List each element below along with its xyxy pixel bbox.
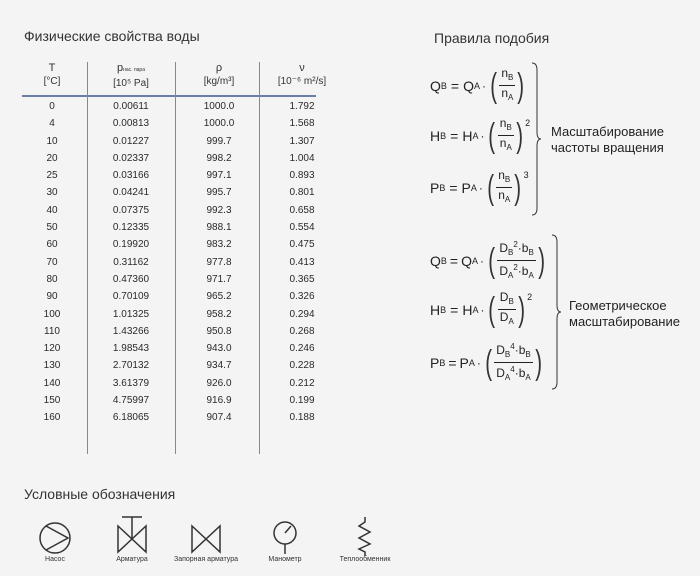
- table-cell: 934.7: [206, 360, 232, 372]
- table-cell: 1.98543: [112, 343, 150, 355]
- legend-item-valve: Арматура: [104, 514, 160, 563]
- table-cell: 20: [46, 152, 58, 164]
- table-row: [22, 184, 318, 201]
- formula-q-geom: Q B = Q A · ( $\frac{D_B^2\cdot b_B}{D_A^2\cdot b_A}$ ): [430, 240, 545, 280]
- table-cell: 0.19920: [112, 239, 150, 251]
- table-cell: 0.199: [289, 395, 315, 407]
- table-cell: 1.004: [289, 152, 315, 164]
- table-row: [22, 357, 318, 374]
- table-row: [22, 271, 318, 288]
- table-cell: 3.61379: [112, 377, 150, 389]
- table-cell: 1000.0: [203, 118, 235, 130]
- table-cell: 0: [49, 101, 55, 112]
- table-cell: 995.7: [206, 187, 232, 199]
- properties-title: Физические свойства воды: [24, 28, 200, 44]
- table-row: [22, 115, 318, 132]
- table-cell: 150: [43, 395, 61, 407]
- legend-title: Условные обозначения: [24, 486, 176, 502]
- table-cell: 0.47360: [112, 273, 150, 285]
- table-cell: 926.0: [206, 377, 232, 389]
- table-cell: 25: [46, 170, 58, 182]
- table-cell: 60: [46, 239, 58, 251]
- heat-exchanger-icon: [355, 516, 375, 556]
- table-cell: 1.307: [289, 135, 315, 147]
- table-row: [22, 409, 318, 426]
- table-body: [22, 98, 318, 427]
- table-cell: 0.268: [289, 325, 315, 337]
- table-cell: 30: [46, 187, 58, 199]
- table-cell: 80: [46, 273, 58, 285]
- water-properties-table: [22, 62, 327, 427]
- table-cell: 4.75997: [112, 395, 150, 407]
- brace-speed: [530, 62, 542, 216]
- table-cell: 50: [46, 222, 58, 234]
- table-cell: 0.02337: [112, 152, 150, 164]
- brace-geom: [550, 234, 562, 390]
- table-cell: 998.2: [206, 152, 232, 164]
- table-cell: 988.1: [206, 222, 232, 234]
- table-row: [22, 98, 318, 115]
- table-cell: 0.00611: [113, 101, 149, 112]
- table-row: [22, 323, 318, 340]
- table-cell: 0.475: [289, 239, 315, 251]
- table-row: [22, 392, 318, 409]
- table-cell: 40: [46, 204, 58, 216]
- table-cell: 0.658: [289, 204, 315, 216]
- table-cell: 943.0: [206, 343, 232, 355]
- table-cell: 950.8: [206, 325, 232, 337]
- table-cell: 907.4: [206, 412, 232, 424]
- table-cell: 0.246: [289, 343, 315, 355]
- table-cell: 0.04241: [112, 187, 150, 199]
- table-cell: 958.2: [206, 308, 232, 320]
- formula-h-geom: H B = H A · ( $\frac{D_B}{D_A}$ ) 2: [430, 290, 533, 329]
- table-cell: 1000.0: [203, 101, 235, 112]
- table-cell: 0.31162: [113, 256, 149, 268]
- table-cell: 160: [43, 412, 61, 424]
- table-row: [22, 340, 318, 357]
- table-cell: 0.00813: [112, 118, 150, 130]
- table-cell: 130: [43, 360, 61, 372]
- table-row: [22, 202, 318, 219]
- table-cell: 100: [43, 308, 61, 320]
- legend-item-heat-exchanger: Теплообменник: [336, 516, 394, 563]
- legend-item-pump: Насос: [30, 520, 80, 563]
- table-cell: 0.12335: [112, 222, 150, 234]
- header-viscosity: ν [10⁻⁶ m²/s]: [277, 62, 327, 87]
- speed-scaling-label: Масштабирование частоты вращения: [551, 124, 665, 155]
- table-row: [22, 133, 318, 150]
- header-divider: [22, 95, 316, 97]
- table-cell: 10: [46, 135, 58, 147]
- geom-scaling-label: Геометрическое масштабирование: [569, 298, 680, 329]
- table-row: [22, 219, 318, 236]
- table-row: [22, 375, 318, 392]
- table-cell: 0.893: [289, 170, 315, 182]
- manometer-icon: [269, 520, 301, 556]
- table-cell: 965.2: [206, 291, 232, 303]
- table-cell: 0.188: [289, 412, 315, 424]
- table-cell: 120: [43, 343, 61, 355]
- shutoff-valve-icon: [188, 522, 224, 556]
- table-cell: 0.07375: [112, 204, 150, 216]
- table-cell: 916.9: [206, 395, 232, 407]
- table-cell: 2.70132: [112, 360, 150, 372]
- table-cell: 0.365: [289, 273, 315, 285]
- table-row: [22, 288, 318, 305]
- table-cell: 0.554: [289, 222, 315, 234]
- header-density: ρ [kg/m³]: [203, 62, 235, 87]
- table-cell: 0.212: [289, 377, 315, 389]
- table-cell: 997.1: [206, 170, 232, 182]
- rules-title: Правила подобия: [434, 30, 550, 46]
- table-cell: 0.70109: [112, 291, 150, 303]
- table-cell: 110: [44, 325, 60, 337]
- table-cell: 1.43266: [112, 325, 150, 337]
- table-cell: 0.326: [289, 291, 315, 303]
- table-cell: 0.413: [289, 256, 315, 268]
- table-cell: 0.03166: [112, 170, 150, 182]
- table-cell: 1.792: [289, 101, 315, 112]
- table-row: [22, 254, 318, 271]
- table-cell: 70: [46, 256, 58, 268]
- table-row: [22, 306, 318, 323]
- table-cell: 140: [43, 377, 61, 389]
- formula-p-geom: P B = P A · ( $\frac{D_B^4\cdot b_B}{D_A^4\cdot b_A}$ ): [430, 342, 542, 382]
- table-cell: 983.2: [206, 239, 232, 251]
- table-cell: 1.568: [289, 118, 315, 130]
- header-vapor-pressure: pнас. пара [10⁵ Pa]: [113, 62, 149, 89]
- table-cell: 6.18065: [112, 412, 150, 424]
- table-cell: 0.294: [289, 308, 315, 320]
- formula-q-speed: Q B = Q A · ( $\frac{n_B}{n_A}$ ): [430, 66, 525, 105]
- table-cell: 0.228: [289, 360, 315, 372]
- table-cell: 1.01325: [112, 308, 150, 320]
- table-cell: 977.8: [206, 256, 232, 268]
- table-cell: 971.7: [206, 273, 232, 285]
- table-cell: 4: [49, 118, 55, 130]
- legend-item-manometer: Манометр: [262, 520, 308, 563]
- valve-icon: [112, 514, 152, 556]
- table-cell: 0.801: [289, 187, 315, 199]
- table-row: [22, 236, 318, 253]
- table-cell: 999.7: [206, 135, 232, 147]
- table-cell: 90: [46, 291, 58, 303]
- header-temperature: T [°C]: [43, 62, 61, 87]
- table-row: [22, 167, 318, 184]
- table-cell: 0.01227: [112, 135, 150, 147]
- formula-h-speed: H B = H A · ( $\frac{n_B}{n_A}$ ) 2: [430, 116, 531, 155]
- formula-p-speed: P B = P A · ( $\frac{n_B}{n_A}$ ) 3: [430, 168, 529, 207]
- table-header: [22, 62, 327, 98]
- table-cell: 992.3: [206, 204, 232, 216]
- pump-icon: [37, 520, 73, 556]
- table-row: [22, 150, 318, 167]
- legend-item-shutoff-valve: Запорная арматура: [168, 522, 244, 563]
